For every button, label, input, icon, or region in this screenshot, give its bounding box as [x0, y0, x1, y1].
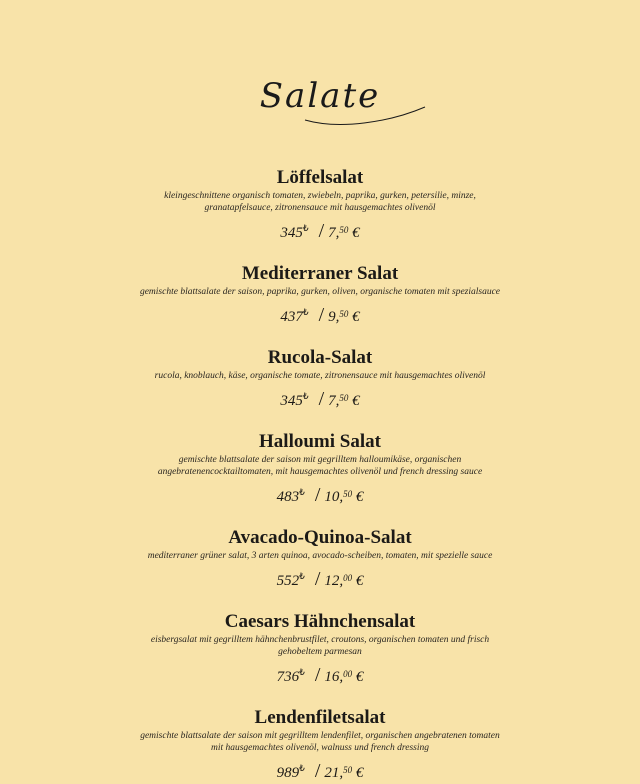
item-name: Halloumi Salat	[259, 431, 381, 452]
price-tl: 437	[280, 309, 303, 325]
price-eur: 12,	[324, 573, 344, 589]
lira-symbol: ₺	[302, 223, 309, 233]
item-price: 989₺ / 21,50 €	[276, 760, 364, 782]
item-price: 483₺ / 10,50 €	[276, 484, 364, 506]
price-eur-decimal: 50	[339, 393, 349, 403]
price-eur-decimal: 50	[343, 765, 353, 775]
price-tl: 736	[276, 669, 300, 685]
price-eur: 16,	[324, 669, 344, 685]
item-description: gemischte blattsalate der saison, paprika, gurken, oliven, organische tomaten mit spezialsauce	[139, 287, 501, 297]
item-price: 345₺ / 7,50 €	[280, 388, 360, 410]
price-eur: 9,	[328, 309, 340, 325]
item-description: mediterraner grüner salat, 3 arten quinoa, avocado-scheiben, tomaten, mit spezielle sauce	[147, 551, 493, 561]
item-description: gemischte blattsalate der saison mit gegrilltem lendenfilet, organischen angebratenen tomaten mit hausgemachtes olivenöl, walnuss und french dressing	[140, 731, 500, 753]
item-name: Rucola-Salat	[267, 347, 373, 368]
lira-symbol: ₺	[299, 487, 305, 497]
price-eur-decimal: 00	[343, 669, 353, 679]
lira-symbol: ₺	[299, 571, 305, 581]
item-price: 345₺ / 7,50 €	[280, 220, 360, 242]
lira-symbol: ₺	[302, 307, 309, 317]
euro-symbol: €	[355, 765, 364, 781]
item-price: 736₺ / 16,00 €	[276, 664, 364, 686]
price-eur-decimal: 50	[339, 225, 349, 235]
item-description: gemischte blattsalate der saison mit gegrilltem halloumikäse, organischen angebratenencocktailtomaten, mit hausgemachtes olivenöl und french dressing sauce	[157, 455, 483, 477]
price-tl: 989	[276, 765, 300, 781]
item-price: 437₺ / 9,50 €	[280, 304, 360, 326]
title-flourish	[300, 82, 430, 132]
item-name: Mediterraner Salat	[241, 263, 399, 284]
menu-item	[0, 168, 640, 244]
price-tl: 345	[280, 393, 303, 409]
menu-item	[0, 708, 640, 784]
price-tl: 345	[280, 225, 303, 241]
euro-symbol: €	[355, 489, 364, 505]
item-name: Caesars Hähnchensalat	[224, 611, 416, 632]
item-description: kleingeschnittene organisch tomaten, zwiebeln, paprika, gurken, petersilie, minze, granatapfelsauce, zitronensauce mit hausgemachtes olivenöl	[164, 191, 476, 213]
price-eur: 10,	[324, 489, 344, 505]
euro-symbol: €	[355, 669, 364, 685]
item-name: Lendenfiletsalat	[254, 707, 386, 728]
euro-symbol: €	[355, 573, 364, 589]
item-description: rucola, knoblauch, käse, organische tomate, zitronensauce mit hausgemachtes olivenöl	[154, 371, 486, 381]
menu-item	[0, 528, 640, 592]
price-eur-decimal: 00	[343, 573, 353, 583]
menu-item	[0, 432, 640, 508]
euro-symbol: €	[352, 393, 360, 409]
lira-symbol: ₺	[299, 763, 305, 773]
lira-symbol: ₺	[299, 667, 305, 677]
euro-symbol: €	[352, 225, 360, 241]
price-eur-decimal: 50	[339, 309, 349, 319]
price-eur-decimal: 50	[343, 489, 353, 499]
price-tl: 483	[276, 489, 300, 505]
menu-list	[0, 168, 640, 784]
price-eur: 21,	[324, 765, 344, 781]
item-name: Avacado-Quinoa-Salat	[228, 527, 412, 548]
item-description: eisbergsalat mit gegrilltem hähnchenbrustfilet, croutons, organischen tomaten und frisch gehobeltem parmesan	[150, 635, 490, 657]
section-title: Salate	[259, 76, 381, 116]
price-tl: 552	[276, 573, 300, 589]
menu-item	[0, 612, 640, 688]
menu-item	[0, 264, 640, 328]
price-eur: 7,	[328, 393, 340, 409]
price-eur: 7,	[328, 225, 340, 241]
item-name: Löffelsalat	[276, 167, 364, 188]
item-price: 552₺ / 12,00 €	[276, 568, 364, 590]
euro-symbol: €	[352, 309, 360, 325]
lira-symbol: ₺	[302, 391, 309, 401]
menu-item	[0, 348, 640, 412]
